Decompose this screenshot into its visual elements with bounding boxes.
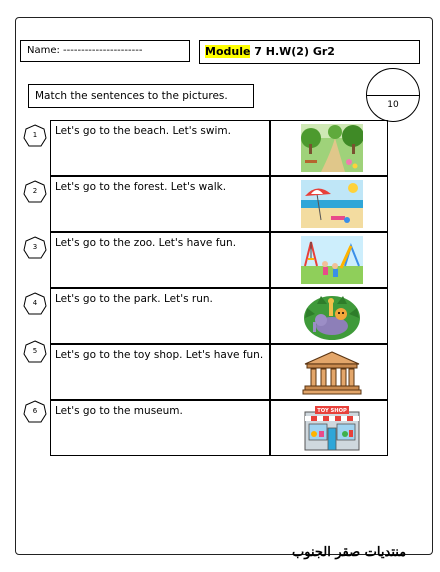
sentence-text: Let's go to the forest. Let's walk.	[55, 181, 227, 193]
sentence-text: Let's go to the beach. Let's swim.	[55, 125, 231, 137]
sentence-text: Let's go to the zoo. Let's have fun.	[55, 237, 237, 249]
number-badge-3: 3	[23, 236, 47, 260]
picture-cell-5[interactable]	[270, 344, 388, 400]
playground-picture	[301, 236, 363, 284]
number-badge-2: 2	[23, 180, 47, 204]
score-divider	[367, 95, 419, 96]
score-total: 10	[387, 100, 399, 110]
score-circle	[366, 68, 420, 122]
park-picture	[301, 124, 363, 172]
picture-cell-1[interactable]	[270, 120, 388, 176]
sentence-text: Let's go to the toy shop. Let's have fun.	[55, 349, 264, 361]
toy-shop-picture	[301, 404, 363, 452]
number-badge-1: 1	[23, 124, 47, 148]
module-title	[199, 40, 420, 64]
picture-cell-2[interactable]	[270, 176, 388, 232]
number-badge-6: 6	[23, 400, 47, 424]
module-highlight: Module	[205, 45, 251, 58]
name-field[interactable]	[20, 40, 190, 62]
sentence-cell-5	[50, 344, 270, 400]
toy-shop-sign: TOY SHOP	[317, 408, 347, 415]
module-rest: 7 H.W(2) Gr2	[250, 45, 335, 58]
number-badge-4: 4	[23, 292, 47, 316]
beach-picture	[301, 180, 363, 228]
number-badge-5: 5	[23, 340, 47, 364]
sentence-cell-6	[50, 400, 270, 456]
sentence-cell-2	[50, 176, 270, 232]
picture-cell-3[interactable]	[270, 232, 388, 288]
forum-watermark: منتديات صقر الجنوب	[292, 545, 407, 560]
name-label: Name: ----------------------	[27, 45, 143, 56]
sentence-cell-4	[50, 288, 270, 344]
sentence-cell-3	[50, 232, 270, 288]
sentence-text: Let's go to the park. Let's run.	[55, 293, 213, 305]
sentence-text: Let's go to the museum.	[55, 405, 183, 417]
zoo-animals-picture	[301, 292, 363, 340]
instruction-text: Match the sentences to the pictures.	[35, 90, 228, 102]
museum-picture	[301, 348, 363, 396]
instruction	[28, 84, 254, 108]
sentence-cell-1	[50, 120, 270, 176]
picture-cell-6[interactable]	[270, 400, 388, 456]
picture-cell-4[interactable]	[270, 288, 388, 344]
